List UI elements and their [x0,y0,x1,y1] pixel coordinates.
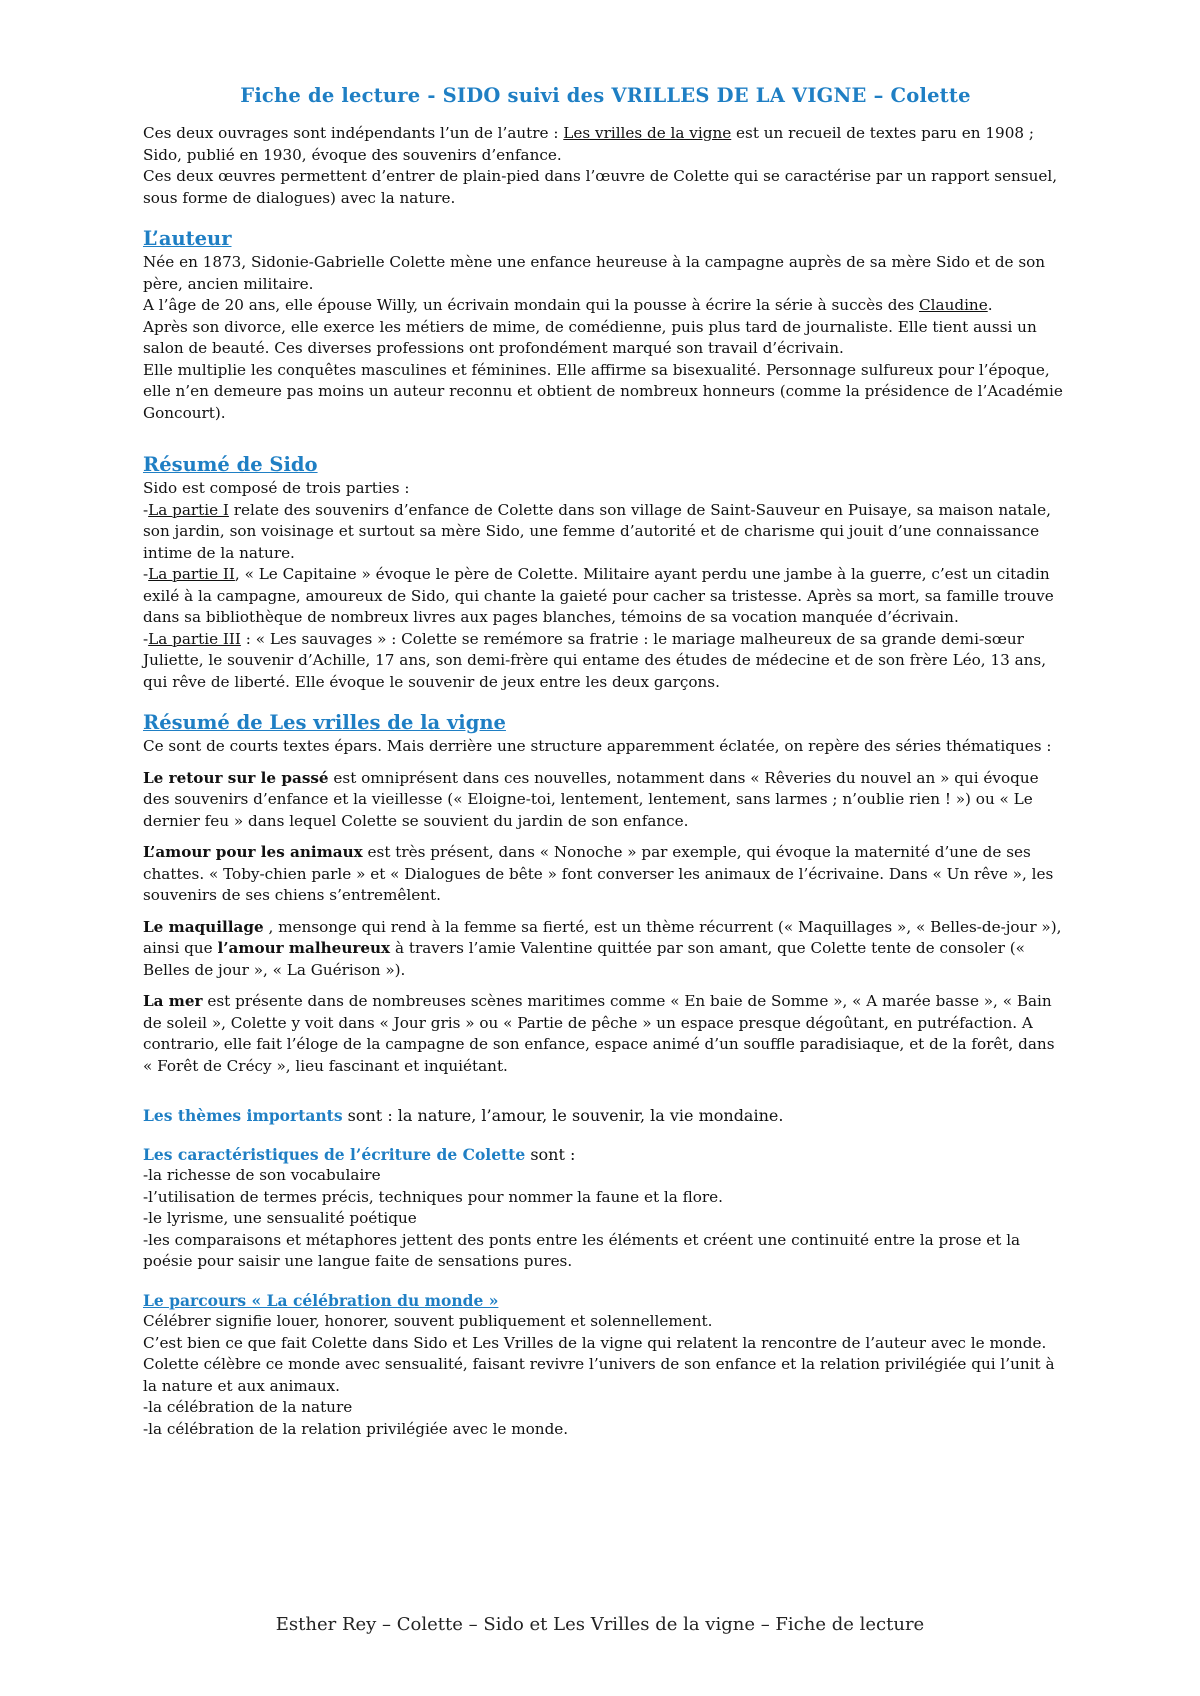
auteur-paragraph-1: Née en 1873, Sidonie-Gabrielle Colette mène une enfance heureuse à la campagne auprès de sa mère Sido et de son père, ancien militaire. [143,253,1046,293]
vrilles-theme-maquillage [143,917,1068,982]
sido-section [143,452,1068,693]
document-title: Fiche de lecture - SIDO suivi des VRILLES DE LA VIGNE – Colette [240,84,971,107]
book-title-claudine: Claudine [919,296,988,314]
auteur-paragraph-4: Elle multiplie les conquêtes masculines et féminines. Elle affirme sa bisexualité. Personnage sulfureux pour l’époque, elle n’en demeure pas moins un auteur reconnu et obtient de nombreux honneurs (comme la présidence de l’Académie Goncourt). [143,360,1063,422]
list-item: -la célébration de la relation privilégiée avec le monde. [143,1419,569,1438]
auteur-heading: L’auteur [143,227,232,250]
vrilles-heading: Résumé de Les vrilles de la vigne [143,711,506,734]
parcours-heading: Le parcours « La célébration du monde » [143,1290,499,1310]
parcours-paragraph-3: Colette célèbre ce monde avec sensualité, faisant revivre l’univers de son enfance et la relation privilégiée qui l’unit à la nature et aux animaux. [143,1355,1055,1395]
theme-text: à travers l’amie Valentine quittée par son amant, que Colette tente de consoler (« Belles de jour », « La Guérison »). [143,939,1025,979]
page-footer: Esther Rey – Colette – Sido et Les Vrilles de la vigne – Fiche de lecture [275,1614,925,1635]
auteur-section [143,226,1068,424]
page-body [143,84,1068,1440]
auteur-text: . [987,296,993,314]
parcours-paragraph-1: Célébrer signifie louer, honorer, souvent publiquement et solennellement. [143,1312,713,1330]
vrilles-theme-animaux [143,842,1068,907]
auteur-text: A l’âge de 20 ans, elle épouse Willy, un écrivain mondain qui la pousse à écrire la série à succès des [143,296,920,314]
intro-paragraph-1 [143,123,1068,166]
sido-part-2: -La partie II, « Le Capitaine » évoque le père de Colette. Militaire ayant perdu une jambe à la guerre, c’est un citadin exilé à la campagne, amoureux de Sido, qui chante la gaieté pour cacher sa tristesse. Après sa mort, sa famille trouve dans sa bibliothèque de nombreux livres aux pages blanches, témoins de sa vocation manquée d’écrivain. [143,565,1054,626]
sido-intro: Sido est composé de trois parties : [143,479,410,497]
intro-text: est un recueil de textes paru en 1908 ; Sido, publié en 1930, évoque des souvenirs d’enfance. [143,124,1034,164]
vrilles-theme-passe [143,768,1068,833]
theme-text: est présente dans de nombreuses scènes maritimes comme « En baie de Somme », « A marée basse », « Bain de soleil », Colette y voit dans « Jour gris » ou « Partie de pêche » un espace presque dégoûtant, en putréfaction. A contrario, elle fait l’éloge de la campagne de son enfance, espace animé d’un souffle paradisiaque, et de la forêt, dans « Forêt de Crécy », lieu fascinant et inquiétant. [143,992,1055,1075]
sido-part-1: -La partie I relate des souvenirs d’enfance de Colette dans son village de Saint-Sauveur en Puisaye, sa maison natale, son jardin, son voisinage et surtout sa mère Sido, une femme d’autorité et de charisme qui jouit d’une connaissance intime de la nature. [143,500,1051,562]
theme-text: , mensonge qui rend à la femme sa fierté, est un thème récurrent (« Maquillages », « Belles-de-jour »), ainsi que [143,917,1062,957]
theme-label: L’amour pour les animaux [143,843,363,861]
part-text: relate des souvenirs d’enfance de Colette dans son village de Saint-Sauveur en Puisaye, sa maison natale, son jardin, son voisinage et surtout sa mère Sido, une femme d’autorité et de charisme qui jouit d’une connaissance intime de la nature. [143,500,1051,562]
theme-text: est omniprésent dans ces nouvelles, notamment dans « Rêveries du nouvel an » qui évoque des souvenirs d’enfance et la vieillesse (« Eloigne-toi, lentement, lentement, sans larmes ; n’oublie rien ! ») ou « Le dernier feu » dans lequel Colette se souvient du jardin de son enfance. [143,768,1039,830]
intro-paragraph-2: Ces deux œuvres permettent d’entrer de plain-pied dans l’œuvre de Colette qui se caractérise par un rapport sensuel, sous forme de dialogues) avec la nature. [143,167,1058,207]
intro-text: Ces deux ouvrages sont indépendants l’un de l’autre : [143,124,564,142]
part-text: : « Les sauvages » : Colette se remémore sa fratrie : le mariage malheureux de sa grande demi-sœur Juliette, le souvenir d’Achille, 17 ans, son demi-frère qui entame des études de médecine et de son frère Léo, 13 ans, qui rêve de liberté. Elle évoque le souvenir de jeux entre les deux garçons. [143,629,1047,691]
part-text: , « Le Capitaine » évoque le père de Colette. Militaire ayant perdu une jambe à la guerre, c’est un citadin exilé à la campagne, amoureux de Sido, qui chante la gaieté pour cacher sa tristesse. Après sa mort, sa famille trouve dans sa bibliothèque de nombreux livres aux pages blanches, témoins de sa vocation manquée d’écrivain. [143,565,1054,626]
part-label: La partie I [148,500,229,519]
ecriture-heading: Les caractéristiques de l’écriture de Colette [143,1144,526,1164]
intro-section [143,123,1068,209]
auteur-paragraph-3: Après son divorce, elle exerce les métiers de mime, de comédienne, puis plus tard de journaliste. Elle tient aussi un salon de beauté. Ces diverses professions ont profondément marqué son travail d’écrivain. [143,317,1037,357]
ecriture-text: sont : [525,1144,576,1164]
ecriture-section [143,1144,1068,1273]
theme-label: Le maquillage [143,917,264,936]
theme-label: Le retour sur le passé [143,768,329,787]
list-item: -l’utilisation de termes précis, techniques pour nommer la faune et la flore. [143,1187,723,1206]
themes-text: sont : la nature, l’amour, le souvenir, la vie mondaine. [342,1106,784,1125]
sido-part-3: -La partie III : « Les sauvages » : Colette se remémore sa fratrie : le mariage malheureux de sa grande demi-sœur Juliette, le souvenir d’Achille, 17 ans, son demi-frère qui entame des études de médecine et de son frère Léo, 13 ans, qui rêve de liberté. Elle évoque le souvenir de jeux entre les deux garçons. [143,629,1047,691]
vrilles-intro: Ce sont de courts textes épars. Mais derrière une structure apparemment éclatée, on repère des séries thématiques : [143,737,1052,755]
list-item: -les comparaisons et métaphores jettent des ponts entre les éléments et créent une continuité entre la prose et la poésie pour saisir une langue faite de sensations pures. [143,1230,1021,1270]
auteur-paragraph-2 [143,295,1068,317]
themes-heading: Les thèmes importants [143,1106,343,1125]
parcours-section [143,1290,1068,1441]
book-title-vrilles: Les vrilles de la vigne [563,124,732,142]
part-label: La partie II [148,565,235,583]
vrilles-theme-mer [143,991,1068,1077]
themes-section [143,1105,1068,1127]
list-item: -la richesse de son vocabulaire [143,1166,381,1184]
theme-label: La mer [143,992,203,1010]
theme-label: l’amour malheureux [217,939,391,957]
theme-text: est très présent, dans « Nonoche » par exemple, qui évoque la maternité d’une de ses chattes. « Toby-chien parle » et « Dialogues de bête » font converser les animaux de l’écrivaine. Dans « Un rêve », les souvenirs de ses chiens s’entremêlent. [143,843,1054,904]
list-item: -la célébration de la nature [143,1398,353,1416]
parcours-paragraph-2: C’est bien ce que fait Colette dans Sido et Les Vrilles de la vigne qui relatent la rencontre de l’auteur avec le monde. [143,1333,1047,1352]
list-item: -le lyrisme, une sensualité poétique [143,1209,417,1227]
part-label: La partie III [148,629,241,648]
sido-heading: Résumé de Sido [143,453,318,476]
vrilles-section [143,710,1068,1077]
